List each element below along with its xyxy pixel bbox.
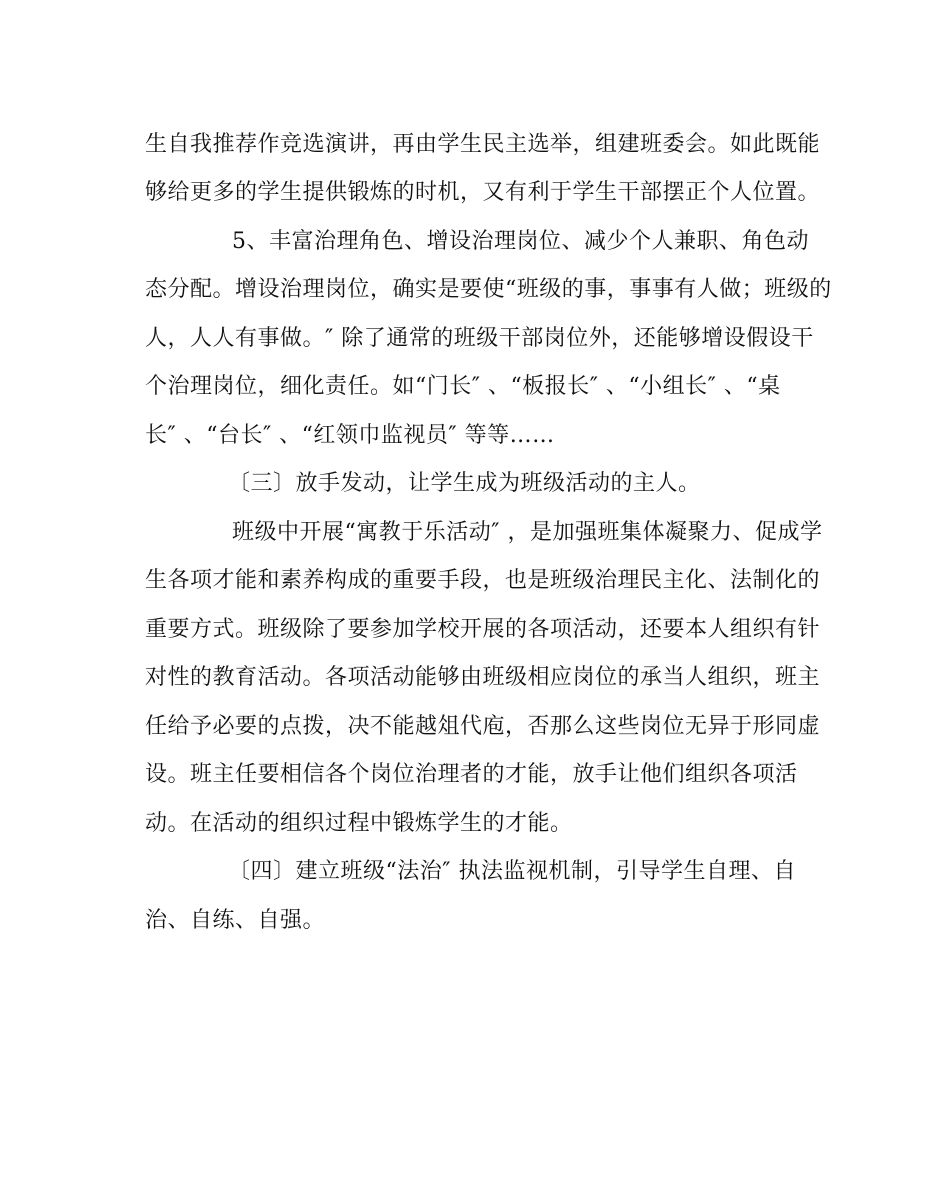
text-line: 设。班主任要相信各个岗位治理者的才能，放手让他们组织各项活 [145,762,798,787]
text-line: 态分配。增设治理岗位，确实是要使“班级的事，事事有人做；班级的 [145,277,832,302]
text-line: 个治理岗位，细化责任。如“门长″ 、“板报长″ 、“小组长″ 、“桌 [145,374,781,399]
text-line: 人，人人有事做。″ 除了通常的班级干部岗位外，还能够增设假设干 [145,326,814,351]
section-heading: 〔四〕建立班级“法治″ 执法监视机制，引导学生自理、自 [228,859,796,884]
text-line: 治、自练、自强。 [145,908,326,933]
text-line: 生各项才能和素养构成的重要手段，也是班级治理民主化、法制化的 [145,568,821,593]
text-line: 班级中开展“寓教于乐活动″ ，是加强班集体凝聚力、促成学 [232,520,823,545]
text-line: 5、丰富治理角色、增设治理岗位、减少个人兼职、角色动 [232,229,809,254]
text-line: 够给更多的学生提供锻炼的时机，又有利于学生干部摆正个人位置。 [145,180,821,205]
text-line: 长″ 、“台长″ 、“红领巾监视员″ 等等…… [145,423,555,448]
text-line: 动。在活动的组织过程中锻炼学生的才能。 [145,811,573,836]
text-line: 重要方式。班级除了要参加学校开展的各项活动，还要本人组织有针 [145,617,821,642]
text-line: 对性的教育活动。各项活动能够由班级相应岗位的承当人组织，班主 [145,665,821,690]
section-heading: 〔三〕放手发动，让学生成为班级活动的主人。 [228,471,701,496]
text-line: 生自我推荐作竞选演讲，再由学生民主选举，组建班委会。如此既能 [145,132,821,157]
text-line: 任给予必要的点拨，决不能越俎代庖，否那么这些岗位无异于形同虚 [145,714,821,739]
